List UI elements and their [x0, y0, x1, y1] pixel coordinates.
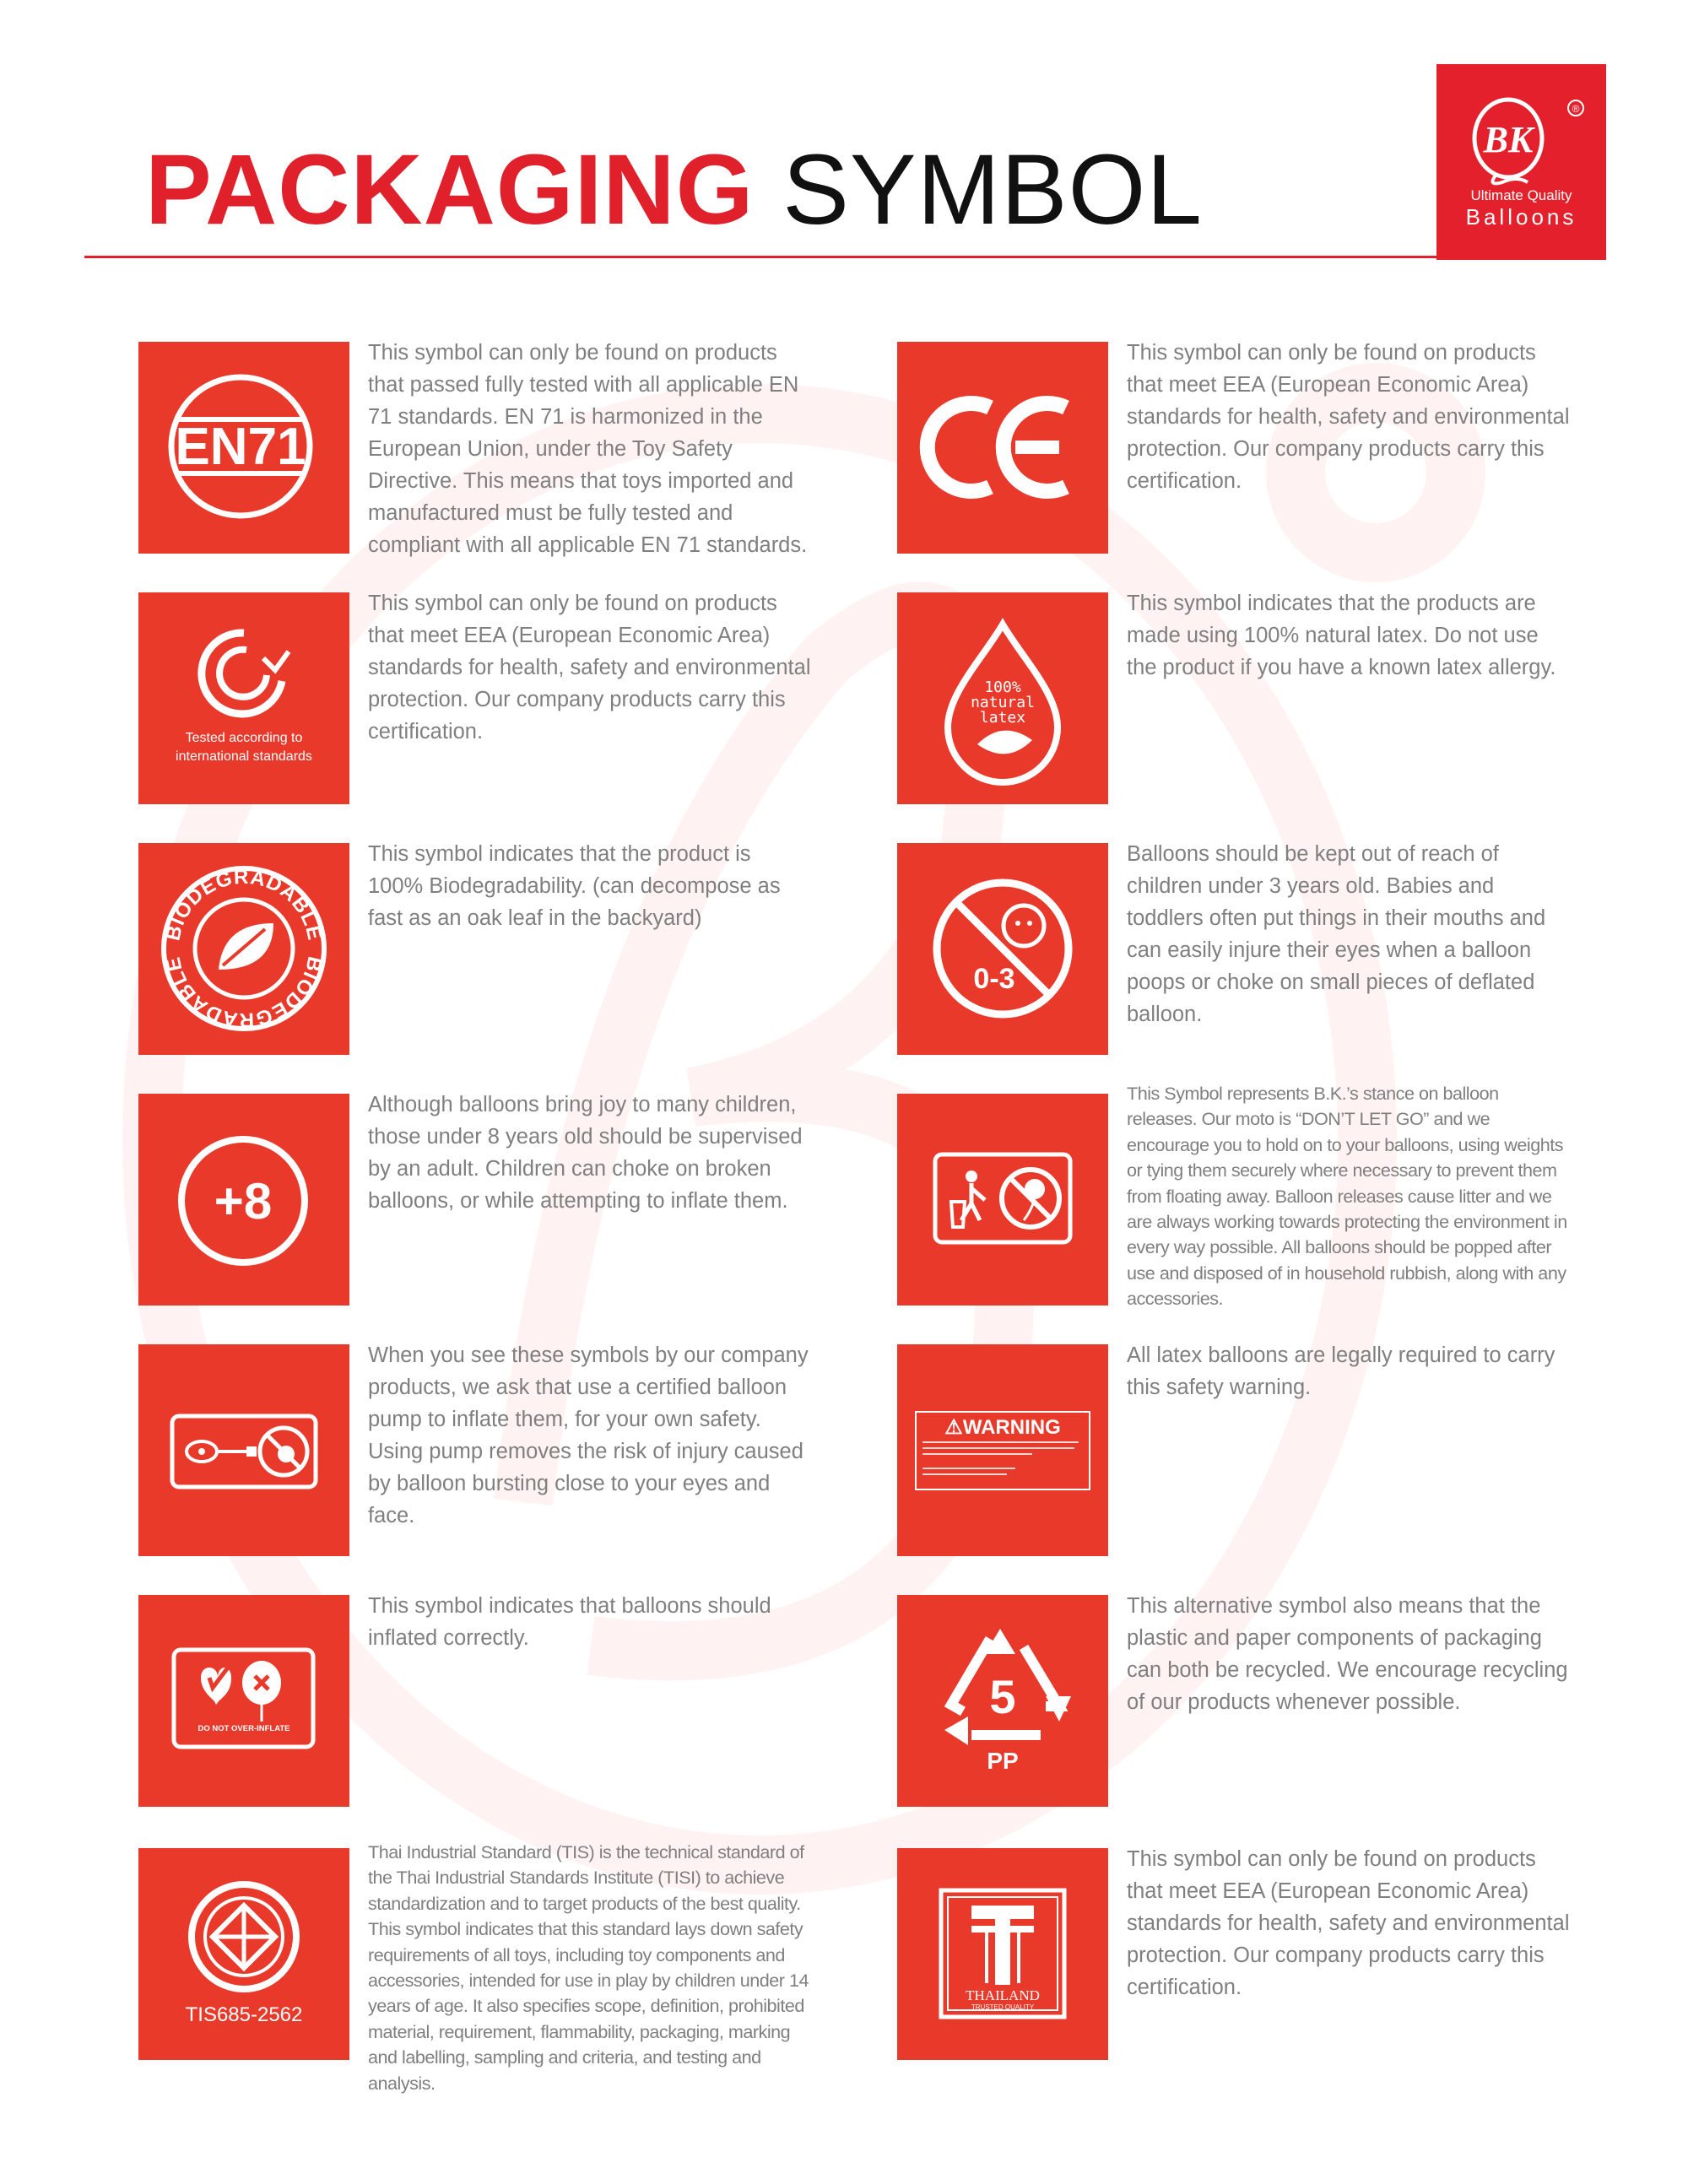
logo-registered: ® [1572, 103, 1580, 115]
logo-tagline-small: Ultimate Quality [1470, 187, 1572, 203]
ce-mark-icon [897, 342, 1108, 554]
biodegradable-tile [138, 843, 349, 1055]
recycle-number: 5 [989, 1670, 1016, 1723]
age-8-plus-icon [138, 1094, 349, 1306]
recycle-description: This alternative symbol also means that the plastic and paper components of packaging can both be recycled. We encourage recycling of our products whenever possible. [1127, 1594, 1568, 1714]
header-divider [84, 256, 1605, 258]
bk-logo-icon [1436, 64, 1606, 260]
en71-icon [138, 342, 349, 554]
en71-tile [138, 342, 349, 554]
ce-tile [897, 342, 1108, 554]
ce-description: This symbol can only be found on products that meet EEA (European Economic Area) standards for health, safety and environmental protection. Our company products carry this certification. [1127, 341, 1570, 493]
age-8-description: Although balloons bring joy to many children, those under 8 years old should be supervised by an adult. Children can choke on broken balloons, or while attempting to inflate them. [368, 1093, 803, 1213]
tis-description: Thai Industrial Standard (TIS) is the technical standard of the Thai Industrial Standards Institute (TISI) to achieve standardization and to target products of the best quality. This symbol indicates that this standard lays down safety requirements of all toys, including toy components and accessories, intended for use in play by children under 14 years of age. It also specifies scope, definition, prohibited material, requirement, flammability, packaging, marking and labelling, sampling and criteria, and testing and analysis. [368, 1841, 809, 2094]
bio-label-bottom: BIODEGRADABLE [161, 954, 327, 1032]
tested-standards-description: This symbol can only be found on products that meet EEA (European Economic Area) standards for health, safety and environmental protection. Our company products carry this certification. [368, 592, 811, 743]
thailand-description: This symbol can only be found on products that meet EEA (European Economic Area) standards for health, safety and environmental protection. Our company products carry this certification. [1127, 1847, 1570, 1999]
dont-let-go-description: This Symbol represents B.K.’s stance on balloon releases. Our moto is “DON’T LET GO” and we encourage you to hold on to your balloons, using weights or tying them securely where necessary to prevent them from floating away. Balloon releases cause litter and we are always working towards protecting the environment in every way possible. All balloons should be popped after use and disposed of in household rubbish, along with any accessories. [1127, 1083, 1567, 1310]
warning-tile [897, 1344, 1108, 1556]
age-8-label: +8 [214, 1173, 273, 1230]
latex-label-2: natural [971, 694, 1035, 711]
tis-tile [138, 1848, 349, 2060]
thailand-sublabel: TRUSTED QUALITY [971, 2003, 1035, 2011]
use-pump-icon [138, 1344, 349, 1556]
page-title [145, 127, 1203, 253]
bio-label-top: BIODEGRADABLE [161, 865, 327, 943]
over-inflate-description: This symbol indicates that balloons should inflated correctly. [368, 1594, 771, 1650]
warning-label-icon [897, 1344, 1108, 1556]
tested-standards-caption: Tested according to international standards [176, 731, 312, 764]
do-not-over-inflate-icon [138, 1595, 349, 1807]
latex-label-3: latex [979, 709, 1026, 727]
no-children-label: 0-3 [973, 963, 1015, 995]
en71-description: This symbol can only be found on products that passed fully tested with all applicable EN 71 standards. EN 71 is harmonized in the European Union, under the Toy Safety Directive. This means that toys imported and manufactured must be fully tested and compliant with all applicable EN 71 standards. [368, 341, 808, 557]
natural-latex-description: This symbol indicates that the products are made using 100% natural latex. Do not use the product if you have a known latex allergy. [1127, 592, 1556, 679]
thailand-trusted-quality-icon [897, 1848, 1108, 2060]
logo-tagline-large: Balloons [1465, 204, 1577, 230]
latex-label-1: 100% [984, 678, 1021, 696]
use-pump-description: When you see these symbols by our company products, we ask that use a certified balloon pump to inflate them, for your own safety. Using pump removes the risk of injury caused by balloon bursting close to your eyes and face. [368, 1343, 809, 1527]
brand-logo [1436, 64, 1606, 260]
thailand-tile [897, 1848, 1108, 2060]
logo-mark: BK [1483, 119, 1534, 160]
recycle-code: PP [987, 1748, 1019, 1774]
tis-label: TIS685-2562 [185, 2003, 303, 2026]
tested-standards-icon [138, 592, 349, 804]
use-pump-tile [138, 1344, 349, 1556]
over-inflate-caption: DO NOT OVER-INFLATE [197, 1724, 290, 1733]
warning-heading: ⚠WARNING [944, 1416, 1061, 1439]
thailand-label: THAILAND [966, 1987, 1040, 2003]
warning-description: All latex balloons are legally required to carry this safety warning. [1127, 1343, 1555, 1399]
biodegradable-leaf-icon [138, 843, 349, 1055]
natural-latex-drop-icon [897, 592, 1108, 804]
title-red-word: PACKAGING [145, 134, 755, 246]
no-children-0-3-icon [897, 843, 1108, 1055]
recycle-tile [897, 1595, 1108, 1807]
no-children-description: Balloons should be kept out of reach of children under 3 years old. Babies and toddlers often put things in their mouths and can easily injure their eyes when a balloon poops or choke on small pieces of deflated balloon. [1127, 842, 1546, 1026]
dont-let-go-tile [897, 1094, 1108, 1306]
recycle-5-pp-icon [897, 1595, 1108, 1807]
over-inflate-tile [138, 1595, 349, 1807]
biodegradable-description: This symbol indicates that the product is 100% Biodegradability. (can decompose as fast as an oak leaf in the backyard) [368, 842, 781, 930]
dont-let-go-icon [897, 1094, 1108, 1306]
no-children-tile [897, 843, 1108, 1055]
en71-label: EN71 [175, 418, 306, 476]
tested-standards-tile [138, 592, 349, 804]
natural-latex-tile [897, 592, 1108, 804]
title-black-word: SYMBOL [782, 134, 1204, 246]
age-8-tile [138, 1094, 349, 1306]
tis-icon [138, 1848, 349, 2060]
